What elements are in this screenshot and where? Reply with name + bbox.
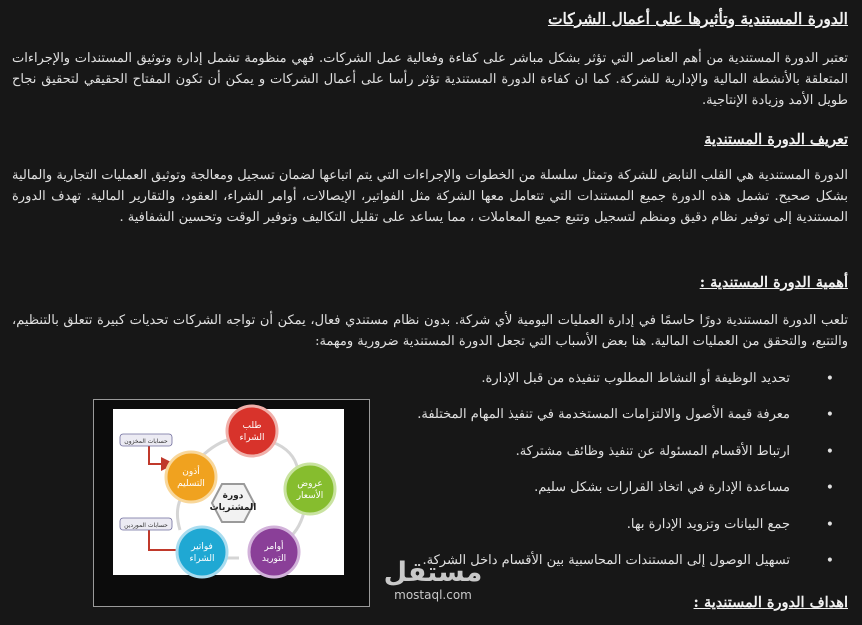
- inventory-accounts-label: حسابات المخزون: [124, 438, 168, 445]
- definition-paragraph: الدورة المستندية هي القلب النابض للشركة وتمثل سلسلة من الخطوات والإجراءات التي يتم اتباعها لضمان تسجيل ومعالجة وتوثيق العمليات التجارية والمالية بشكل صحيح. تشمل هذه الدورة جميع المستندات التي تتعامل معها الشركة مثل الفواتير، الإيصالات، أوامر الشراء، العقود، والتقارير المالية. تهدف الدورة المستندية إلى توفير نظام دقيق ومنظم لتسجيل وتتبع جميع المعاملات ، مما يساعد على تقليل التكاليف وتوفير الوقت وتحسين الشفافية .: [12, 168, 848, 225]
- svg-text:الشراء: الشراء: [189, 554, 215, 564]
- mostaql-watermark: [378, 558, 488, 602]
- importance-heading: أهمية الدورة المستندية :: [699, 274, 848, 291]
- node-purchase-invoices: [177, 527, 227, 577]
- svg-text:الأسعار: الأسعار: [296, 491, 324, 501]
- svg-text:التوريد: التوريد: [261, 554, 287, 564]
- diagram-svg: [94, 400, 369, 606]
- watermark-url: mostaql.com: [394, 588, 472, 602]
- list-item: • مساعدة الإدارة في اتخاذ القرارات بشكل سليم.: [394, 478, 834, 514]
- goals-heading: اهداف الدورة المستندية :: [693, 594, 848, 611]
- node-delivery-permits: [166, 452, 216, 502]
- list-item: • تحديد الوظيفة أو النشاط المطلوب تنفيذه من قبل الإدارة.: [394, 369, 834, 405]
- svg-text:أوامر: أوامر: [264, 542, 284, 552]
- purchase-cycle-diagram: [93, 399, 370, 607]
- list-item: • ارتباط الأقسام المسئولة عن تنفيذ وظائف مشتركة.: [394, 442, 834, 478]
- node-supply-orders: [249, 527, 299, 577]
- list-item: • تسهيل الوصول إلى المستندات المحاسبية بين الأقسام داخل الشركة.: [394, 551, 834, 587]
- importance-paragraph: تلعب الدورة المستندية دورًا حاسمًا في إدارة العمليات اليومية لأي شركة. بدون نظام مستندي فعال، يمكن أن تواجه الشركات تحديات كبيرة تتعلق بالتنظيم، والتتبع، والتحقق من العمليات المالية. هنا بعض الأسباب التي تجعل الدورة المستندية ضرورية ومهمة:: [12, 313, 848, 349]
- svg-text:أذون: أذون: [182, 467, 200, 477]
- svg-text:عروض: عروض: [297, 479, 323, 489]
- list-item: • معرفة قيمة الأصول والالتزامات المستخدمة في تنفيذ المهام المختلفة.: [394, 405, 834, 441]
- article-title: الدورة المستندية وتأثيرها على أعمال الشركات: [547, 9, 848, 28]
- svg-text:الشراء: الشراء: [239, 433, 265, 443]
- importance-list: [394, 369, 834, 587]
- center-label-1: دورة: [222, 491, 244, 501]
- intro-paragraph: تعتبر الدورة المستندية من أهم العناصر التي تؤثر بشكل مباشر على كفاءة وفعالية عمل الشركات. فهي منظومة تشمل إدارة وتوثيق المستندات والإجراءات المتعلقة بالأنشطة المالية والإدارية للشركة. كما ان كفاءة الدورة المستندية تؤثر رأسا على أعمال الشركات و يمكن أن تكون المفتاح الحقيقي لتحقيق نجاح طويل الأمد وزيادة الإنتاجية.: [12, 51, 848, 108]
- svg-text:فواتير: فواتير: [191, 542, 213, 552]
- definition-heading: تعريف الدورة المستندية: [704, 131, 848, 148]
- center-label-2: المشتريات: [209, 503, 257, 513]
- supplier-accounts-label: حسابات الموردين: [124, 522, 168, 529]
- list-item: • جمع البيانات وتزويد الإدارة بها.: [394, 515, 834, 551]
- watermark-logo: مستقل: [383, 557, 483, 588]
- node-price-quotes: [285, 464, 335, 514]
- svg-text:التسليم: التسليم: [177, 479, 205, 489]
- svg-text:طلب: طلب: [242, 421, 262, 431]
- node-purchase-request: [227, 406, 277, 456]
